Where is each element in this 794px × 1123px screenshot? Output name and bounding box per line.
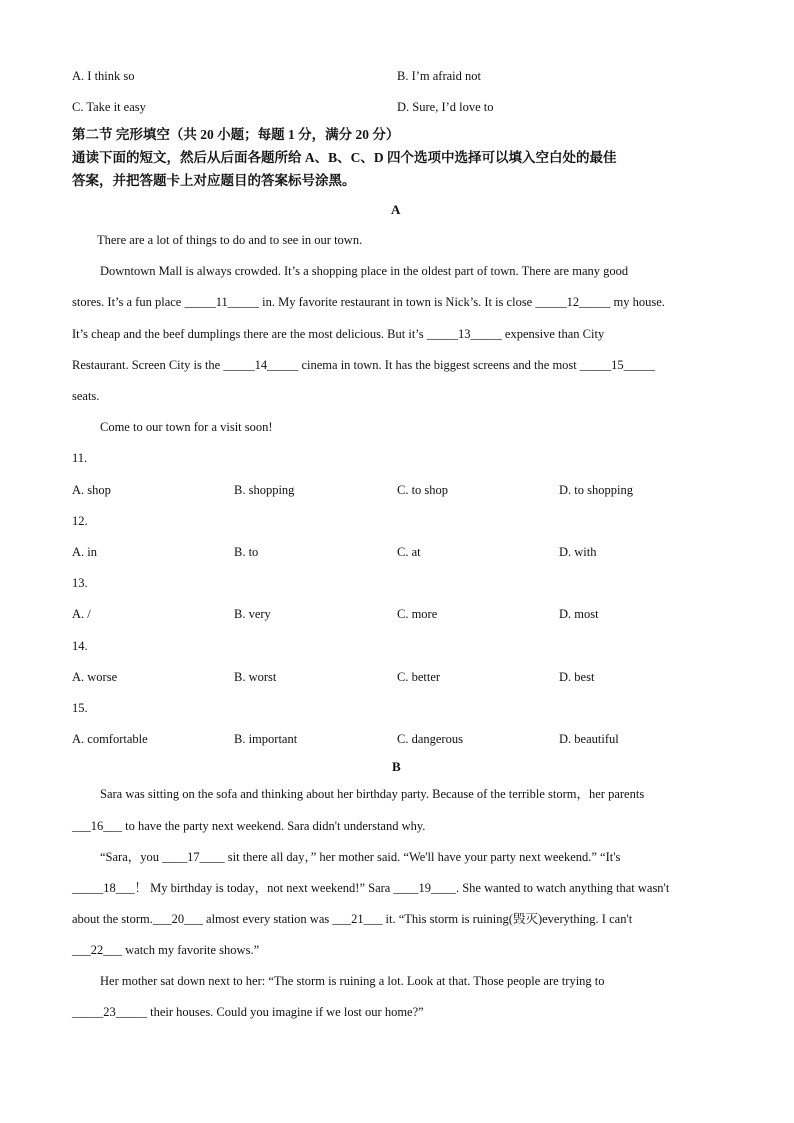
- option-a: A. in: [72, 545, 97, 559]
- passage-b-p2-line3: about the storm.___20___ almost every station was ___21___ it. “This storm is ruining(毁灭)everything. I can't: [72, 912, 633, 926]
- prev-option-d: D. Sure, I’d love to: [397, 100, 494, 114]
- passage-a-p2-line4: Restaurant. Screen City is the _____14_____ cinema in town. It has the biggest screens and the most _____15_____: [72, 358, 655, 372]
- option-c: C. to shop: [397, 483, 449, 497]
- option-c: C. more: [397, 607, 438, 621]
- option-b: B. very: [234, 607, 271, 621]
- passage-a-p2-line2: stores. It’s a fun place _____11_____ in. My favorite restaurant in town is Nick’s. It is close _____12_____ my house.: [72, 295, 665, 309]
- option-b: B. worst: [234, 670, 277, 684]
- prev-option-b: B. I’m afraid not: [397, 69, 482, 83]
- passage-b-p2-line2: _____18___！ My birthday is today，not next weekend!” Sara ____19____. She wanted to watch anything that wasn't: [72, 881, 670, 895]
- option-b: B. important: [234, 732, 298, 746]
- question-number: 14.: [72, 639, 88, 653]
- blank-16: ___16___: [72, 819, 122, 833]
- blank-13: _____13_____: [426, 327, 502, 341]
- option-b: B. to: [234, 545, 259, 559]
- blank-21: ___21___: [332, 912, 383, 926]
- prev-option-c: C. Take it easy: [72, 100, 146, 114]
- option-d: D. beautiful: [559, 732, 619, 746]
- prev-option-a: A. I think so: [72, 69, 135, 83]
- option-c: C. better: [397, 670, 441, 684]
- blank-20: ___20___: [152, 912, 203, 926]
- option-c: C. at: [397, 545, 421, 559]
- passage-b-p1-line2: ___16___ to have the party next weekend. Sara didn't understand why.: [72, 819, 426, 833]
- passage-b-p1-line1: Sara was sitting on the sofa and thinking about her birthday party. Because of the terrible storm，her parents: [100, 787, 645, 801]
- passage-b-p2-line4: ___22___ watch my favorite shows.”: [72, 943, 260, 957]
- passage-b-heading: B: [392, 759, 401, 774]
- option-a: A. comfortable: [72, 732, 148, 746]
- option-d: D. to shopping: [559, 483, 633, 497]
- passage-a-p2-line3: It’s cheap and the beef dumplings there are the most delicious. But it’s _____13_____ expensive than City: [72, 327, 605, 341]
- option-c: C. dangerous: [397, 732, 463, 746]
- passage-a-p2-line1: Downtown Mall is always crowded. It’s a shopping place in the oldest part of town. There are many good: [100, 264, 629, 278]
- blank-19: ____19____: [393, 881, 456, 895]
- section-instruction-1: 通读下面的短文，然后从后面各题所给 A、B、C、D 四个选项中选择可以填入空白处的最佳: [72, 150, 617, 165]
- blank-15: _____15_____: [579, 358, 655, 372]
- option-b: B. shopping: [234, 483, 295, 497]
- passage-a-p3: Come to our town for a visit soon!: [100, 420, 273, 434]
- option-a: A. /: [72, 607, 91, 621]
- question-number: 11.: [72, 451, 88, 465]
- blank-12: _____12_____: [535, 295, 611, 309]
- blank-11: _____11_____: [184, 295, 260, 309]
- section-instruction-2: 答案，并把答题卡上对应题目的答案标号涂黑。: [72, 173, 356, 188]
- passage-a-p2-line5: seats.: [72, 389, 100, 403]
- option-a: A. shop: [72, 483, 111, 497]
- option-a: A. worse: [72, 670, 118, 684]
- passage-b-p3-line1: Her mother sat down next to her: “The storm is ruining a lot. Look at that. Those people are trying to: [100, 974, 605, 988]
- option-d: D. with: [559, 545, 597, 559]
- question-number: 15.: [72, 701, 88, 715]
- passage-b-p3-line2: _____23_____ their houses. Could you imagine if we lost our home?”: [72, 1005, 424, 1019]
- option-d: D. most: [559, 607, 599, 621]
- passage-a-p1: There are a lot of things to do and to see in our town.: [97, 233, 363, 247]
- blank-18: _____18___: [72, 881, 135, 895]
- passage-a-heading: A: [391, 202, 401, 217]
- blank-17: ____17____: [162, 850, 225, 864]
- blank-14: _____14_____: [223, 358, 299, 372]
- question-number: 12.: [72, 514, 88, 528]
- section-title: 第二节 完形填空（共 20 小题；每题 1 分，满分 20 分）: [72, 127, 400, 142]
- option-d: D. best: [559, 670, 595, 684]
- passage-b-p2-line1: “Sara，you ____17____ sit there all day，” her mother said. “We'll have your party next weekend.” “It's: [100, 850, 621, 864]
- question-number: 13.: [72, 576, 88, 590]
- blank-22: ___22___: [72, 943, 122, 957]
- blank-23: _____23_____: [72, 1005, 147, 1019]
